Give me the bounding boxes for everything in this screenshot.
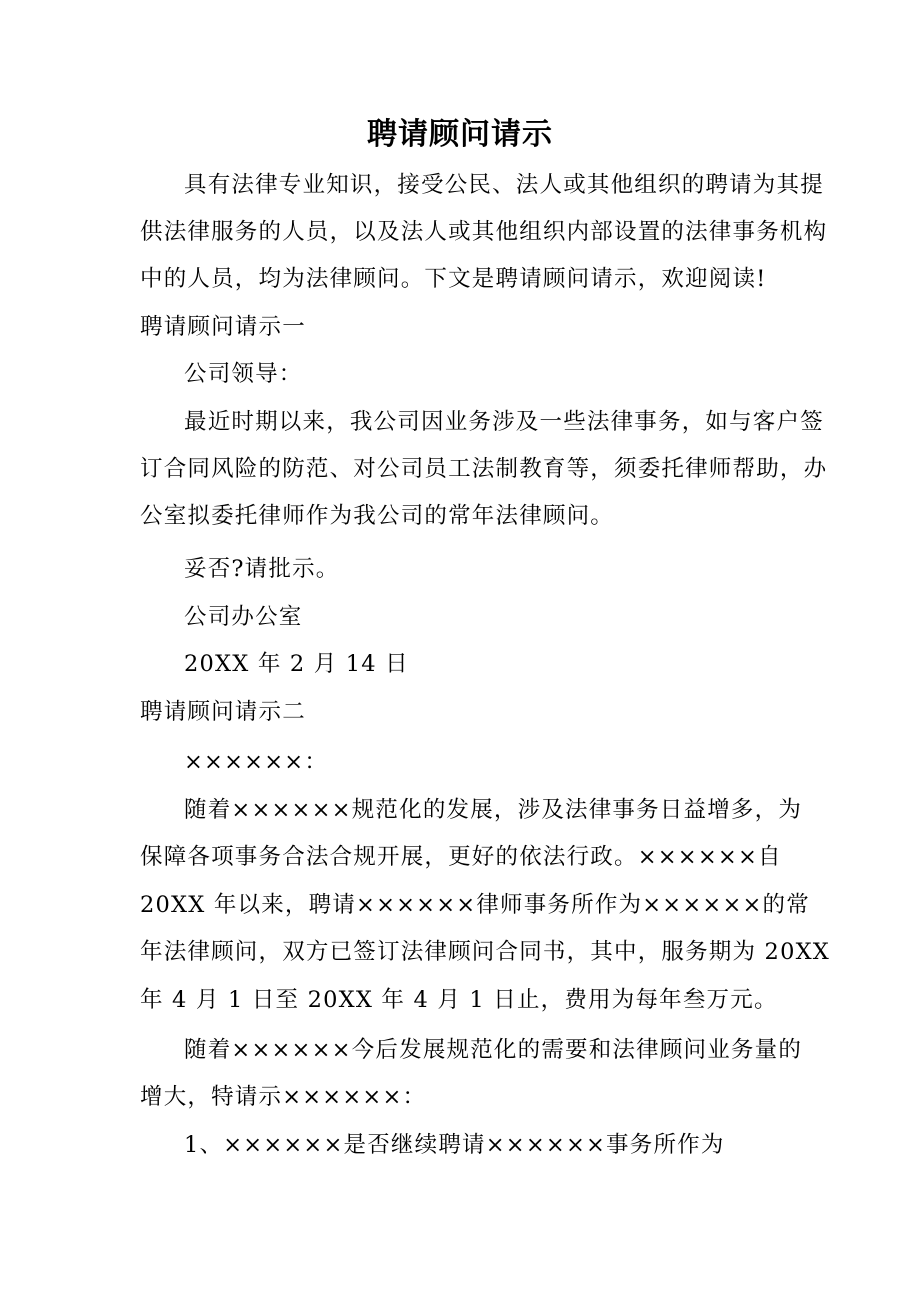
signature: 公司办公室: [184, 604, 303, 630]
body-line: 最近时期以来，我公司因业务涉及一些法律事务，如与客户签: [184, 409, 824, 435]
list-item: 1、××××××是否继续聘请××××××事务所作为: [184, 1132, 725, 1158]
body-line: 妥否?请批示。: [184, 556, 340, 582]
intro-line: 具有法律专业知识，接受公民、法人或其他组织的聘请为其提: [184, 172, 824, 198]
body-line: 年法律顾问，双方已签订法律顾问合同书，其中，服务期为 20XX: [140, 939, 831, 965]
date: 20XX 年 2 月 14 日: [184, 651, 409, 677]
section-heading: 聘请顾问请示一: [140, 314, 306, 340]
salutation: 公司领导：: [184, 361, 303, 387]
body-line: 随着××××××规范化的发展，涉及法律事务日益增多，为: [184, 797, 803, 823]
body-line: 20XX 年以来，聘请××××××律师事务所作为××××××的常: [140, 892, 810, 918]
body-line: 订合同风险的防范、对公司员工法制教育等，须委托律师帮助，办: [140, 456, 828, 482]
body-line: 保障各项事务合法合规开展，更好的依法行政。××××××自: [140, 844, 782, 870]
body-line: 年 4 月 1 日至 20XX 年 4 月 1 日止，费用为每年叁万元。: [140, 987, 778, 1013]
body-line: 公室拟委托律师作为我公司的常年法律顾问。: [140, 503, 615, 529]
intro-line: 供法律服务的人员，以及法人或其他组织内部设置的法律事务机构: [140, 219, 828, 245]
salutation: ××××××：: [184, 749, 329, 775]
document-title: 聘请顾问请示: [367, 117, 553, 152]
intro-line: 中的人员，均为法律顾问。下文是聘请顾问请示，欢迎阅读!: [140, 266, 767, 292]
body-line: 随着××××××今后发展规范化的需要和法律顾问业务量的: [184, 1037, 803, 1063]
body-line: 增大，特请示××××××：: [140, 1084, 427, 1110]
section-heading: 聘请顾问请示二: [140, 699, 306, 725]
